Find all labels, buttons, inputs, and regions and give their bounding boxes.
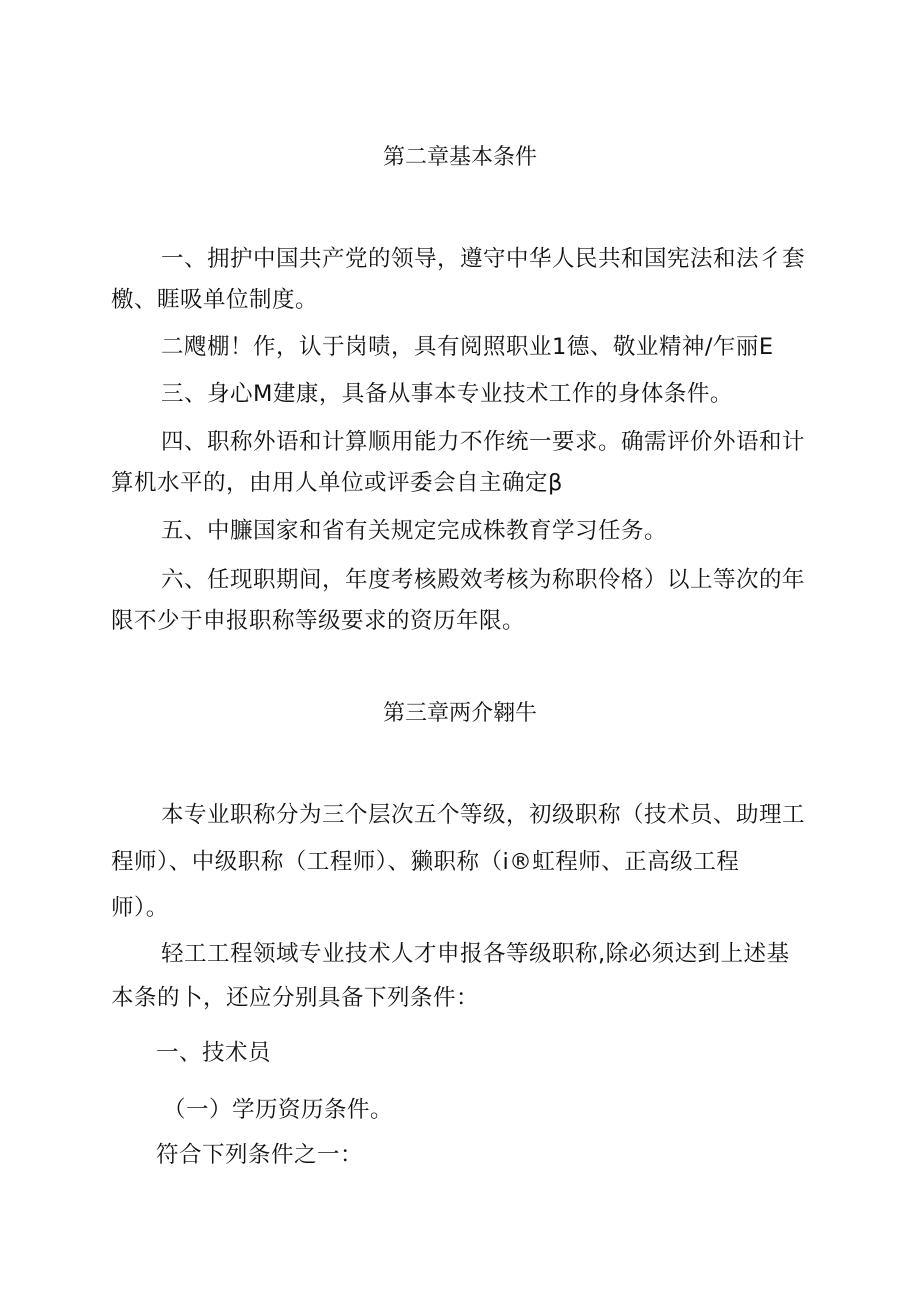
paragraph-line: 六、任现职期间，年度考核殿效考核为称职伶格）以上等次的年	[161, 567, 806, 593]
paragraph-line: 一、拥护中国共产党的领导，遵守中华人民共和国宪法和法彳套	[161, 246, 806, 272]
chapter-3-title: 第三章两介翱牛	[382, 701, 537, 726]
paragraph-line: 五、中臁国家和省有关规定完成株教育学习任务。	[161, 518, 668, 544]
chapter-2-title: 第二章基本条件	[382, 145, 537, 170]
subsection-heading: （一）学历资历条件。	[163, 1097, 394, 1123]
paragraph-line: 限不少于申报职称等级要求的资历年限。	[111, 608, 526, 634]
paragraph-line: 檄、睚吸单位制度。	[111, 287, 319, 313]
paragraph-line: 本专业职称分为三个层次五个等级，初级职称（技术员、助理工	[161, 802, 806, 828]
paragraph-line: 轻工工程领域专业技术人才申报各等级职称,除必须达到上述基	[161, 941, 790, 967]
paragraph-line: 师）。	[111, 895, 169, 921]
paragraph-line: 算机水平的，由用人单位或评委会自主确定β	[111, 470, 563, 496]
paragraph-line: 程师）、中级职称（工程师）、獭职称（i®虹程师、正高级工程	[111, 849, 740, 875]
section-heading: 一、技术员	[156, 1040, 272, 1066]
paragraph-line: 二飕棚！作，认于岗啧，具有阅照职业1德、敬业精神/乍丽E	[161, 334, 774, 360]
paragraph-line: 符合下列条件之一：	[156, 1142, 364, 1168]
paragraph-line: 三、身心M建康，具备从事本专业技术工作的身体条件。	[161, 381, 733, 407]
paragraph-line: 本条的卜，还应分别具备下列条件：	[111, 985, 480, 1011]
paragraph-line: 四、职称外语和计算顺用能力不作统一要求。确需评价外语和计	[161, 429, 806, 455]
